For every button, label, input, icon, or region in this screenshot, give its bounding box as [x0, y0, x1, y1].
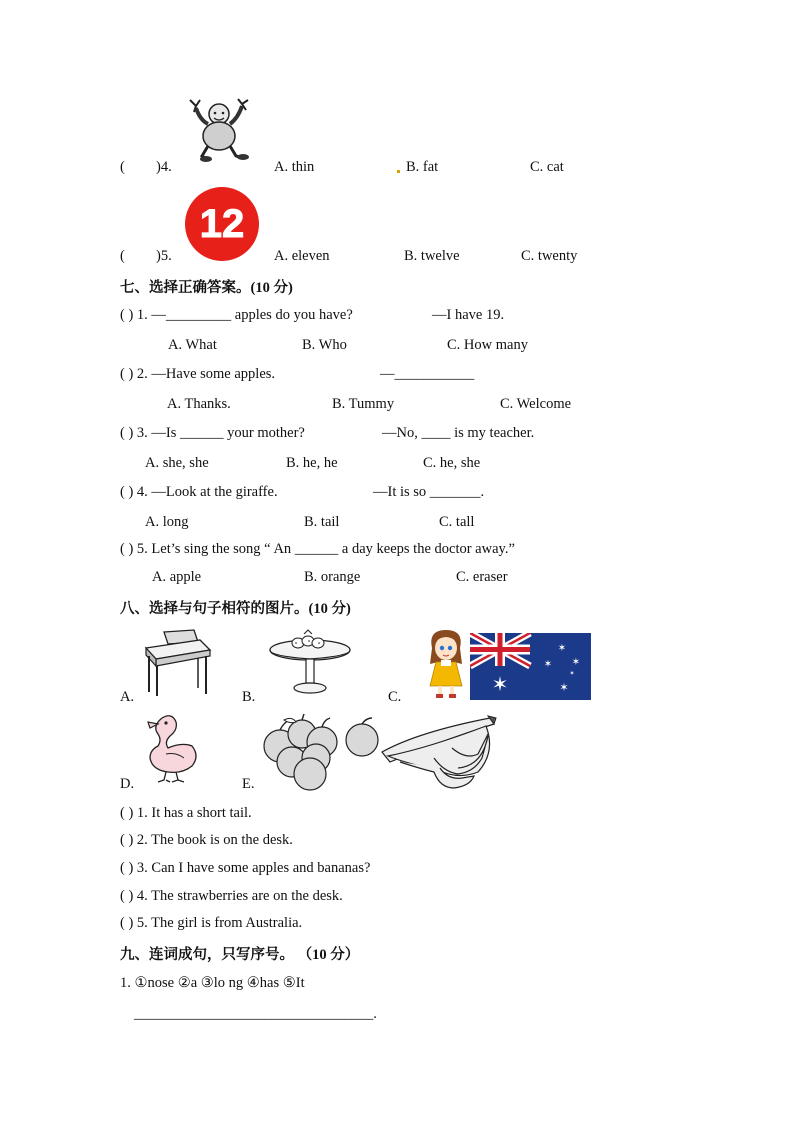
picture-label-d: D. [120, 776, 135, 792]
picture-label-b: B. [242, 689, 256, 705]
duck-picture [142, 712, 200, 786]
q5-option-c: C. twenty [521, 248, 578, 264]
s7-q3-stem: ( ) 3. —Is ______ your mother? [120, 425, 305, 441]
badge-circle [184, 186, 260, 262]
picture-label-e: E. [242, 776, 255, 792]
number-12-badge [184, 186, 260, 262]
stray-dot [397, 170, 400, 173]
s7-q5-option-a: A. apple [152, 569, 202, 585]
q4-option-a: A. thin [274, 159, 315, 175]
section8-title: 八、选择与句子相符的图片。(10 分) [120, 601, 351, 617]
q4-option-b: B. fat [406, 159, 439, 175]
s7-q1-reply: —I have 19. [432, 307, 505, 323]
q4-option-c: C. cat [530, 159, 564, 175]
svg-text:✶: ✶ [557, 643, 567, 654]
s8-sentence-2: ( ) 2. The book is on the desk. [120, 832, 293, 848]
s7-q1-option-b: B. Who [302, 337, 347, 353]
fat-man-drawing [186, 98, 252, 164]
s7-q2-reply: —___________ [380, 366, 475, 382]
svg-text:✶: ✶ [571, 657, 581, 668]
bananas-drawing [378, 712, 500, 792]
desk-drawing [140, 626, 214, 698]
q5-option-b: B. twelve [404, 248, 460, 264]
q5-number: )5. [156, 248, 172, 264]
svg-text:✶: ✶ [559, 681, 569, 694]
badge-number: 12 [199, 202, 245, 246]
australian-flag-picture [470, 633, 591, 700]
q5-option-a: A. eleven [274, 248, 330, 264]
s7-q3-option-a: A. she, she [145, 455, 209, 471]
s7-q4-reply: —It is so _______. [373, 484, 485, 500]
s9-q1-words: 1. ①nose ②a ③lo ng ④has ⑤It [120, 975, 305, 991]
s7-q1-option-a: A. What [168, 337, 217, 353]
apples-picture [258, 712, 384, 792]
s7-q5-option-b: B. orange [304, 569, 361, 585]
s7-q2-stem: ( ) 2. —Have some apples. [120, 366, 276, 382]
table-drawing [268, 628, 352, 696]
q5-paren[interactable]: ( [120, 248, 125, 264]
section9-title: 九、连词成句，只写序号。 （10 分） [120, 947, 360, 963]
s7-q3-option-c: C. he, she [423, 455, 481, 471]
s7-q4-stem: ( ) 4. —Look at the giraffe. [120, 484, 278, 500]
section7-title: 七、选择正确答案。(10 分) [120, 280, 293, 296]
s7-q2-option-a: A. Thanks. [167, 396, 231, 412]
s8-sentence-5: ( ) 5. The girl is from Australia. [120, 915, 303, 931]
s7-q5-option-c: C. eraser [456, 569, 508, 585]
desk-with-book-picture [140, 626, 214, 698]
australian-flag [470, 633, 591, 700]
s7-q3-option-b: B. he, he [286, 455, 338, 471]
q4-paren[interactable]: ( [120, 159, 125, 175]
bananas-picture [378, 712, 500, 792]
s7-q1-option-c: C. How many [447, 337, 528, 353]
s9-q1-answer-line[interactable]: _________________________________. [134, 1006, 377, 1022]
s7-q1-stem: ( ) 1. —_________ apples do you have? [120, 307, 353, 323]
fat-man-picture [186, 98, 252, 164]
s7-q5-stem: ( ) 5. Let’s sing the song “ An ______ a day keeps the doctor away.” [120, 541, 515, 557]
girl-picture [424, 628, 468, 700]
s8-sentence-1: ( ) 1. It has a short tail. [120, 805, 252, 821]
svg-text:✶: ✶ [569, 670, 575, 677]
duck-drawing [142, 712, 200, 786]
apples-drawing [258, 712, 384, 792]
s7-q4-option-c: C. tall [439, 514, 475, 530]
s7-q4-option-a: A. long [145, 514, 189, 530]
s8-sentence-4: ( ) 4. The strawberries are on the desk. [120, 888, 343, 904]
girl-drawing [424, 628, 468, 700]
s8-sentence-3: ( ) 3. Can I have some apples and bananas? [120, 860, 371, 876]
q4-number: )4. [156, 159, 172, 175]
s7-q4-option-b: B. tail [304, 514, 340, 530]
s7-q2-option-b: B. Tummy [332, 396, 395, 412]
svg-text:✶: ✶ [543, 659, 553, 670]
table-with-strawberries-picture [268, 628, 352, 696]
picture-label-c: C. [388, 689, 402, 705]
s7-q3-reply: —No, ____ is my teacher. [382, 425, 535, 441]
svg-text:✶: ✶ [491, 672, 509, 696]
s7-q2-option-c: C. Welcome [500, 396, 572, 412]
picture-label-a: A. [120, 689, 135, 705]
